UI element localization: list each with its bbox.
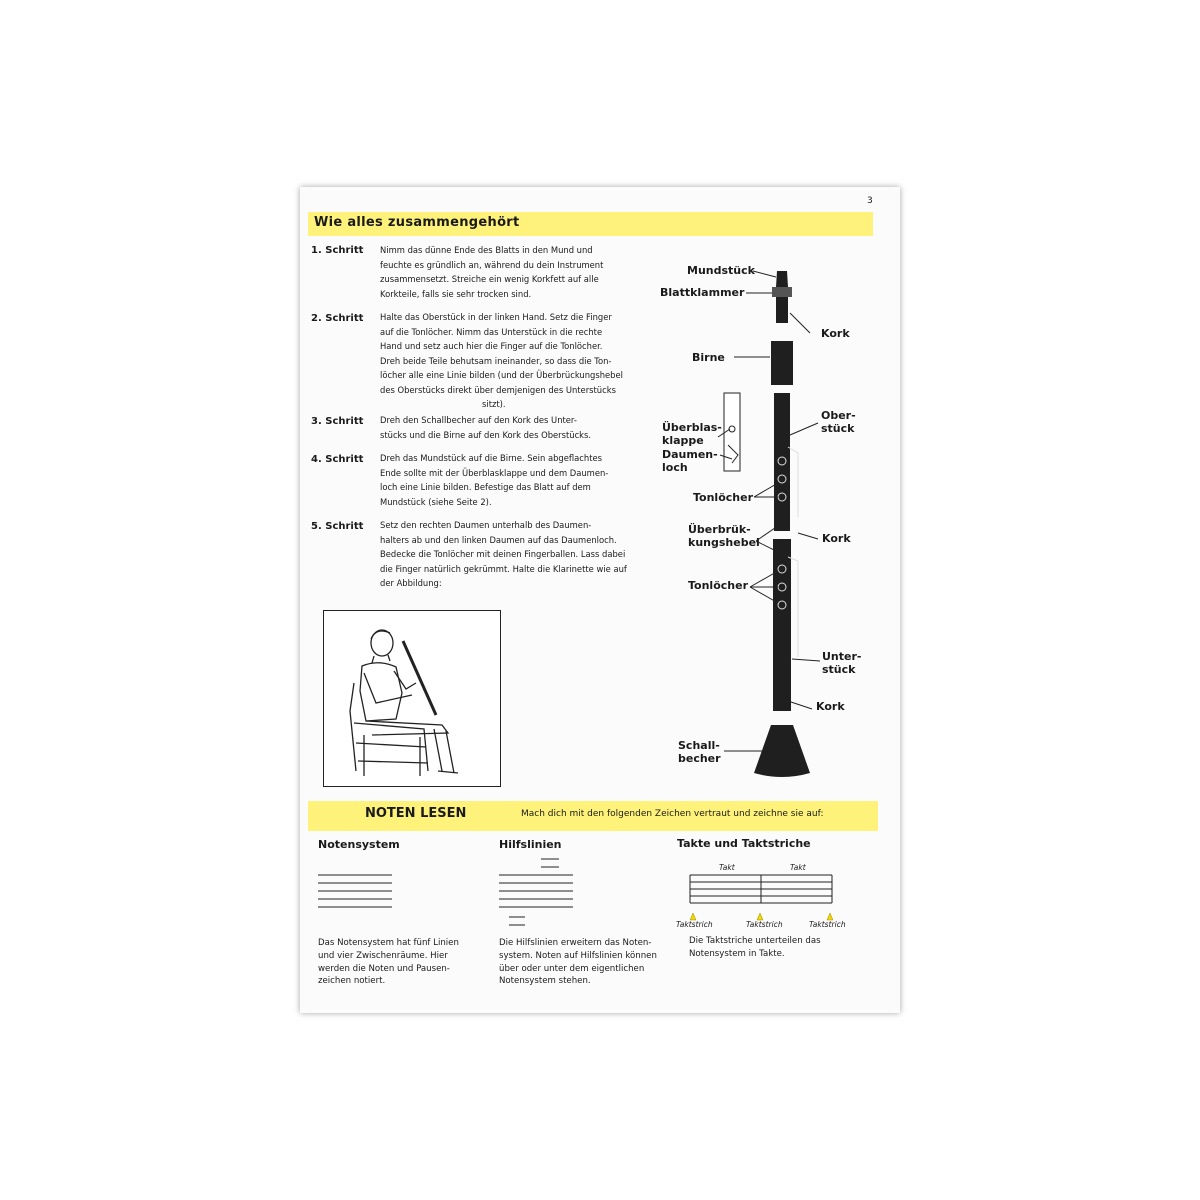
upper-joint-shape: [774, 393, 790, 531]
label-line: kungshebel: [688, 535, 760, 549]
notensystem-heading: Notensystem: [318, 838, 400, 851]
label-line: Überblas-: [662, 421, 722, 434]
text-line: Bedecke die Tonlöcher mit deinen Fingerballen. Lass dabei: [380, 549, 626, 559]
label-oberstueck: [821, 410, 856, 435]
label-schallbecher: [678, 740, 721, 765]
step-1-text: [380, 243, 648, 301]
text-line: löcher alle eine Linie bilden (und der Überbrückungshebel: [380, 370, 623, 380]
mouthpiece-body: [776, 297, 788, 323]
text-line: werden die Noten und Pausen-: [318, 963, 450, 974]
text-line: stücks und die Birne auf den Kork des Oberstücks.: [380, 429, 592, 440]
label-line: Unter-: [822, 650, 862, 663]
text-line: des Oberstücks direkt über demjenigen des Unterstücks: [380, 384, 616, 395]
text-line: Dreh beide Teile behutsam ineinander, so dass die Ton-: [380, 355, 612, 366]
label-ueberblasklappe: [662, 422, 722, 447]
label-line: Schall-: [678, 739, 720, 752]
text-line: Mundstück (siehe Seite 2).: [380, 496, 492, 507]
label-kork-2: Kork: [822, 532, 851, 545]
label-blattklammer: Blattklammer: [660, 286, 745, 299]
label-line: Daumen-: [662, 448, 718, 461]
taktstrich-label-3: Taktstrich: [809, 920, 846, 929]
takt-label-1: Takt: [719, 863, 735, 872]
text-line: Notensystem in Takte.: [689, 948, 785, 959]
text-line: Hand und setz auch hier die Finger auf die Tonlöcher.: [380, 341, 603, 351]
text-line: Notensystem stehen.: [499, 976, 591, 987]
triangle-icon: [690, 913, 696, 920]
text-line: Dreh den Schallbecher auf den Kork des Unter-: [380, 415, 577, 425]
text-line: der Abbildung:: [380, 578, 442, 588]
step-5-label: 5. Schritt: [311, 521, 364, 532]
text-line: Setz den rechten Daumen unterhalb des Daumen-: [380, 520, 592, 530]
label-line: stück: [821, 421, 855, 435]
step-4-label: 4. Schritt: [311, 454, 364, 465]
noten-title: NOTEN LESEN: [365, 806, 467, 821]
bell-shape: [754, 725, 810, 777]
label-line: stück: [822, 662, 856, 676]
label-tonloecher-2: Tonlöcher: [688, 579, 748, 592]
label-birne: Birne: [692, 351, 725, 364]
ledger-lines-example: [499, 853, 579, 933]
text-line: zeichen notiert.: [318, 976, 386, 987]
notensystem-text: [318, 937, 478, 988]
takt-label-2: Takt: [790, 863, 806, 872]
seated-clarinetist-drawing: [324, 611, 500, 786]
text-line: halters ab und den linken Daumen auf das Daumenloch.: [380, 534, 617, 545]
text-line: auf die Tonlöcher. Nimm das Unterstück in die rechte: [380, 326, 603, 337]
text-line: Die Taktstriche unterteilen das: [689, 936, 821, 946]
label-line: loch: [662, 460, 688, 474]
text-line: Korkteile, falls sie sehr trocken sind.: [380, 288, 532, 299]
step-2-text: [380, 310, 648, 412]
text-line: Die Hilfslinien erweitern das Noten-: [499, 938, 652, 948]
taktstrich-label-1: Taktstrich: [676, 920, 713, 929]
mouthpiece-shape: [776, 271, 788, 287]
player-illustration: [323, 610, 501, 787]
hilfslinien-text: [499, 937, 674, 988]
text-line: Ende sollte mit der Überblasklappe und dem Daumen-: [380, 467, 609, 478]
label-unterstueck: [822, 651, 861, 676]
measures-example: [688, 873, 836, 911]
label-line: Überbrük-: [688, 523, 751, 536]
takte-text: [689, 935, 849, 961]
noten-subtitle: Mach dich mit den folgenden Zeichen vertraut und zeichne sie auf:: [521, 809, 824, 819]
step-5-text: [380, 518, 648, 591]
text-line: und vier Zwischenräume. Hier: [318, 950, 448, 961]
book-page: [300, 187, 900, 1013]
label-tonloecher-1: Tonlöcher: [693, 491, 753, 504]
triangle-icon: [827, 913, 833, 920]
label-line: becher: [678, 751, 721, 765]
text-line: Dreh das Mundstück auf die Birne. Sein abgeflachtes: [380, 453, 602, 463]
triangle-icon: [757, 913, 763, 920]
text-line: Nimm das dünne Ende des Blatts in den Mund und: [380, 245, 593, 255]
label-mundstueck: Mundstück: [687, 264, 755, 277]
taktstrich-label-2: Taktstrich: [746, 920, 783, 929]
text-line: Halte das Oberstück in der linken Hand. Setz die Finger: [380, 312, 612, 322]
text-line: Das Notensystem hat fünf Linien: [318, 938, 459, 948]
text-line: feuchte es gründlich an, während du dein Instrument: [380, 259, 604, 270]
text-line: loch eine Linie bilden. Befestige das Blatt auf dem: [380, 482, 591, 492]
label-line: Ober-: [821, 409, 856, 422]
hilfslinien-heading: Hilfslinien: [499, 838, 562, 851]
label-kork-1: Kork: [821, 327, 850, 340]
barrel-shape: [771, 341, 793, 385]
step-3-label: 3. Schritt: [311, 416, 364, 427]
text-line: zusammensetzt. Streiche ein wenig Korkfett auf alle: [380, 274, 599, 284]
text-line: sitzt).: [482, 399, 506, 409]
label-daumenloch: [662, 449, 718, 474]
step-1-label: 1. Schritt: [311, 245, 364, 256]
staff-example: [318, 870, 398, 914]
label-ueberbrueckungshebel: [688, 524, 760, 549]
step-2-label: 2. Schritt: [311, 313, 364, 324]
label-kork-3: Kork: [816, 700, 845, 713]
text-line: über oder unter dem eigentlichen: [499, 963, 645, 974]
text-line: system. Noten auf Hilfslinien können: [499, 950, 657, 961]
ligature-shape: [772, 287, 792, 297]
page-number: 3: [867, 196, 873, 206]
page-title: Wie alles zusammengehört: [314, 215, 520, 230]
step-4-text: [380, 451, 648, 509]
step-3-text: [380, 413, 648, 442]
takte-heading: Takte und Taktstriche: [677, 837, 811, 850]
label-line: klappe: [662, 433, 704, 447]
text-line: die Finger natürlich gekrümmt. Halte die Klarinette wie auf: [380, 563, 627, 574]
